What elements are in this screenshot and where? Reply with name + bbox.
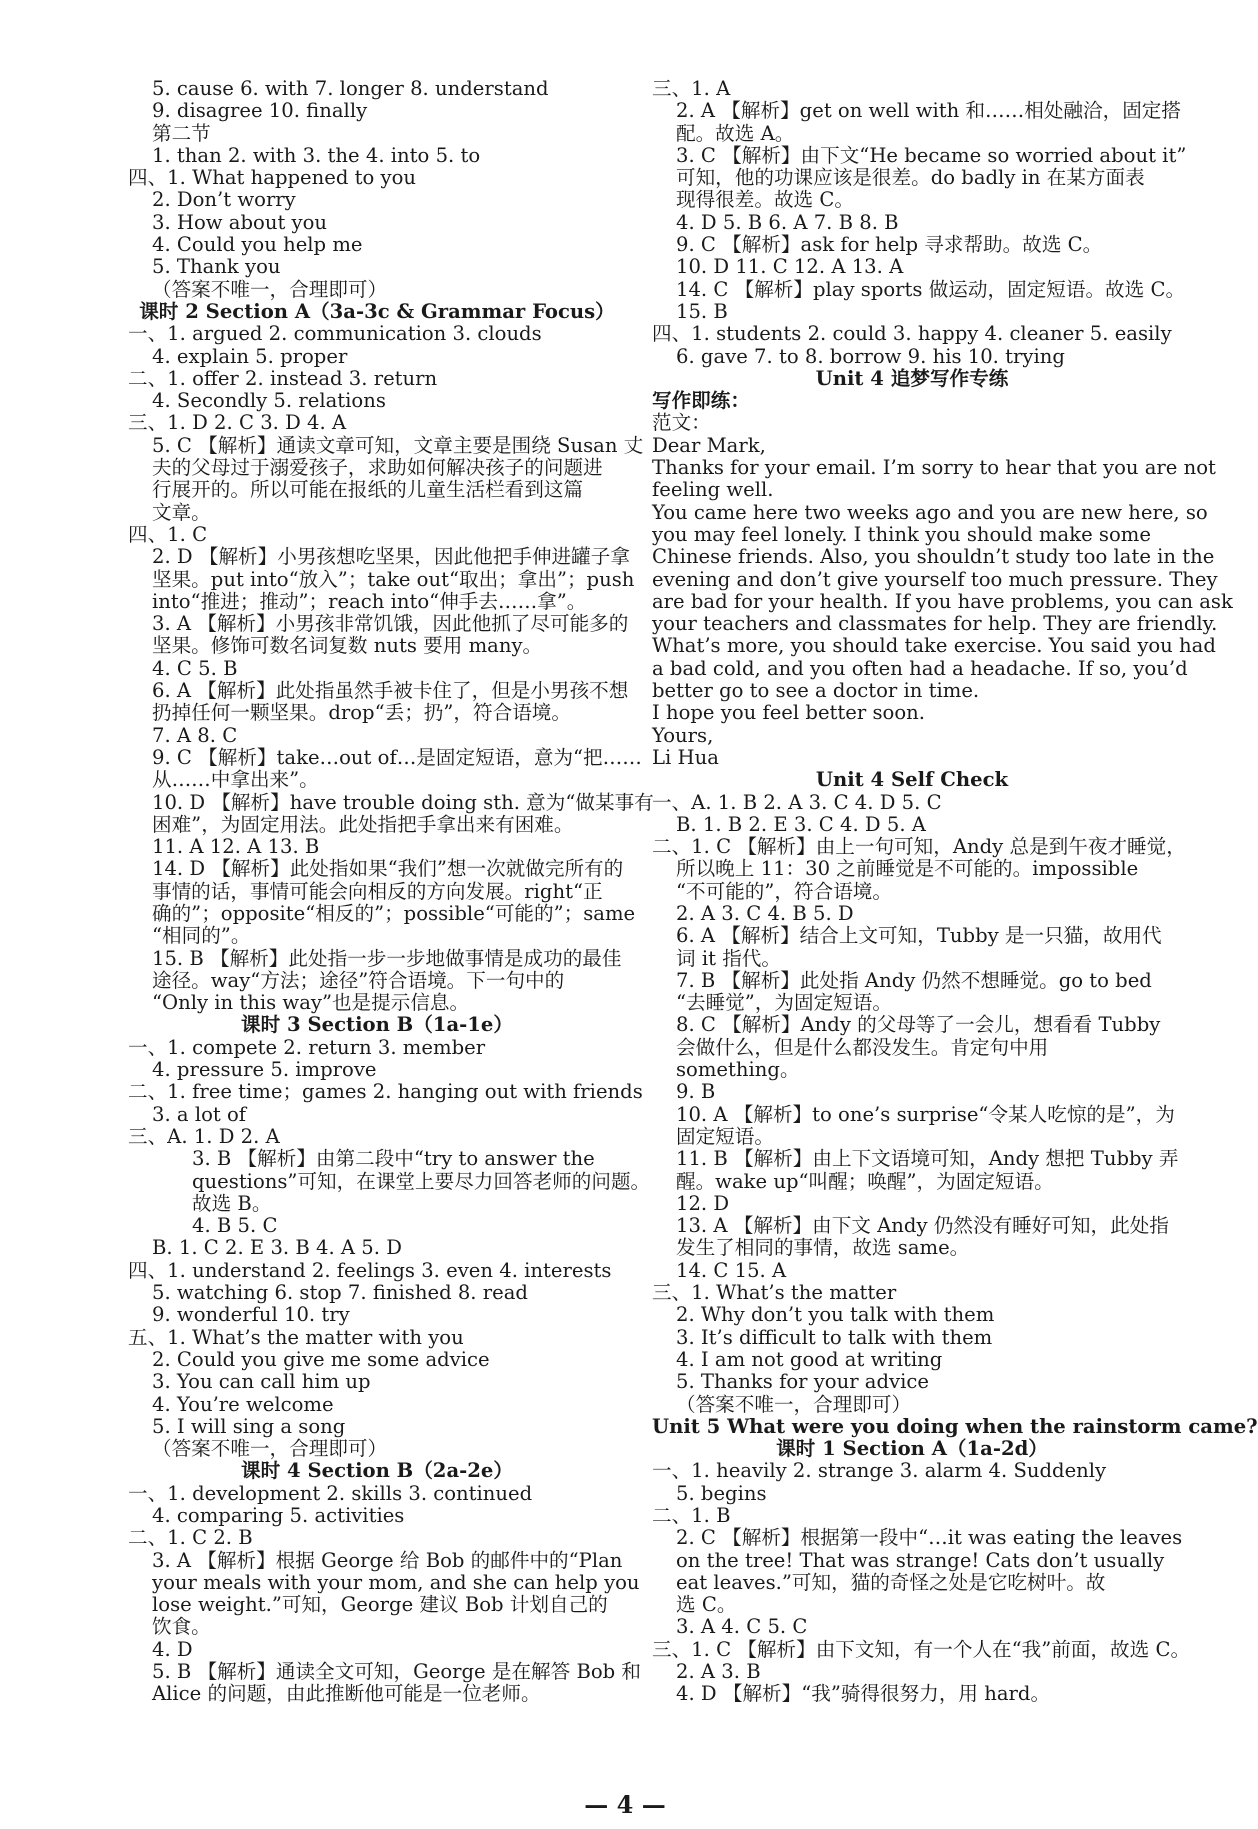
- left-column-line: （答案不唯一，合理即可）: [152, 277, 388, 301]
- right-column-line: Dear Mark,: [652, 433, 766, 457]
- right-column-line: 所以晚上 11：30 之前睡觉是不可能的。impossible: [676, 857, 1139, 881]
- right-column-line: 课时 1 Section A（1a-2d）: [776, 1437, 1048, 1461]
- right-column-line: 4. D 5. B 6. A 7. B 8. B: [676, 210, 899, 234]
- left-column-line: 5. watching 6. stop 7. finished 8. read: [152, 1281, 528, 1305]
- left-column-line: 饮食。: [152, 1615, 211, 1639]
- left-column-line: 五、1. What’s the matter with you: [128, 1325, 464, 1349]
- right-column-line: 5. Thanks for your advice: [676, 1370, 929, 1394]
- left-column-line: 5. B 【解析】通读全文可知，George 是在解答 Bob 和: [152, 1660, 642, 1684]
- right-column-line: 5. begins: [676, 1481, 767, 1505]
- left-column-line: 4. You’re welcome: [152, 1392, 334, 1416]
- right-column-line: better go to see a doctor in time.: [652, 679, 980, 703]
- right-column-line: 一、1. heavily 2. strange 3. alarm 4. Suddenly: [652, 1459, 1107, 1483]
- left-column-line: 4. Secondly 5. relations: [152, 389, 386, 413]
- right-column-line: 8. C 【解析】Andy 的父母等了一会儿，想看看 Tubby: [676, 1013, 1161, 1037]
- right-column-line: 一、A. 1. B 2. A 3. C 4. D 5. C: [652, 790, 942, 814]
- right-column-line: 9. C 【解析】ask for help 寻求帮助。故选 C。: [676, 233, 1103, 257]
- left-column-line: 14. D 【解析】此处指如果“我们”想一次就做完所有的: [152, 857, 624, 881]
- left-column-line: 二、1. free time；games 2. hanging out with friends: [128, 1080, 643, 1104]
- right-column: [652, 77, 1258, 1706]
- left-column-line: （答案不唯一，合理即可）: [152, 1437, 388, 1461]
- right-column-line: a bad cold, and you often had a headache. If so, you’d: [652, 656, 1188, 680]
- left-column-line: 三、A. 1. D 2. A: [128, 1124, 280, 1148]
- left-column-line: your meals with your mom, and she can help you: [152, 1570, 640, 1594]
- left-column-line: 困难”，为固定用法。此处指把手拿出来有困难。: [152, 812, 574, 836]
- left-column-line: 课时 2 Section A（3a-3c & Grammar Focus）: [139, 299, 615, 323]
- left-column-line: 四、1. C: [128, 522, 208, 546]
- left-column-line: Alice 的问题，由此推断他可能是一位老师。: [152, 1682, 541, 1706]
- left-column-line: 5. cause 6. with 7. longer 8. understand: [152, 77, 549, 100]
- right-column-line: “去睡觉”，为固定短语。: [676, 991, 892, 1015]
- left-column-line: 二、1. C 2. B: [128, 1526, 253, 1550]
- right-column-line: 12. D: [676, 1191, 730, 1215]
- left-column-line: 第二节: [152, 121, 211, 145]
- right-column-line: 2. A 3. C 4. B 5. D: [676, 901, 854, 925]
- right-column-line: Unit 4 Self Check: [815, 768, 1009, 792]
- right-column-line: 配。故选 A。: [676, 121, 795, 145]
- left-column-line: 9. wonderful 10. try: [152, 1303, 350, 1327]
- left-column-line: 2. Don’t worry: [152, 188, 296, 212]
- right-column-line: 三、1. What’s the matter: [652, 1281, 897, 1305]
- left-column-line: 课时 4 Section B（2a-2e）: [241, 1459, 513, 1483]
- right-column-line: Thanks for your email. I’m sorry to hear that you are not: [652, 456, 1216, 480]
- right-column-line: evening and don’t give yourself too much pressure. They: [652, 567, 1218, 591]
- right-column-line: 2. C 【解析】根据第一段中“…it was eating the leaves: [676, 1526, 1183, 1550]
- left-column-line: 故选 B。: [192, 1191, 272, 1215]
- left-column-line: 3. A 【解析】根据 George 给 Bob 的邮件中的“Plan: [152, 1548, 623, 1572]
- right-column-line: 二、1. C 【解析】由上一句可知，Andy 总是到午夜才睡觉，: [652, 835, 1186, 859]
- right-column-line: 10. A 【解析】to one’s surprise“令某人吃惊的是”，为: [676, 1102, 1175, 1126]
- left-column-line: 从……中拿出来”。: [152, 768, 319, 792]
- left-column-line: 6. A 【解析】此处指虽然手被卡住了，但是小男孩不想: [152, 679, 629, 703]
- left-column-line: 5. C 【解析】通读文章可知，文章主要是围绕 Susan 丈: [152, 433, 644, 457]
- right-column-line: 2. Why don’t you talk with them: [676, 1303, 995, 1327]
- right-column-line: your teachers and classmates for help. They are friendly.: [652, 612, 1218, 636]
- right-column-line: 三、1. C 【解析】由下文知，有一个人在“我”前面，故选 C。: [652, 1637, 1191, 1661]
- right-column-line: 会做什么，但是什么都没发生。肯定句中用: [676, 1035, 1049, 1059]
- left-column-line: 确的”；opposite“相反的”；possible“可能的”；same: [152, 901, 636, 925]
- right-column-line: （答案不唯一，合理即可）: [676, 1392, 912, 1416]
- left-column-line: 11. A 12. A 13. B: [152, 835, 320, 859]
- left-column-line: 四、1. understand 2. feelings 3. even 4. interests: [128, 1258, 612, 1282]
- right-column-line: on the tree! That was strange! Cats don’t usually: [676, 1548, 1165, 1572]
- right-column-line: B. 1. B 2. E 3. C 4. D 5. A: [676, 812, 926, 836]
- right-column-line: 二、1. B: [652, 1504, 731, 1527]
- left-column-line: 坚果。put into“放入”；take out“取出；拿出”；push: [152, 567, 635, 591]
- left-column-line: 4. B 5. C: [192, 1214, 278, 1238]
- left-column-line: 一、1. development 2. skills 3. continued: [128, 1481, 533, 1505]
- left-column-line: 4. C 5. B: [152, 656, 238, 680]
- left-column-line: 4. D: [152, 1637, 193, 1661]
- left-column-line: 15. B 【解析】此处指一步一步地做事情是成功的最佳: [152, 946, 622, 970]
- right-column-line: 11. B 【解析】由上下文语境可知，Andy 想把 Tubby 弄: [676, 1147, 1179, 1171]
- right-column-line: “不可能的”，符合语境。: [676, 879, 892, 903]
- right-column-line: 现得很差。故选 C。: [676, 188, 854, 212]
- right-column-line: eat leaves.”可知，猫的奇怪之处是它吃树叶。故: [676, 1570, 1106, 1594]
- left-column-line: 3. B 【解析】由第二段中“try to answer the: [192, 1147, 595, 1171]
- left-column-line: 事情的话，事情可能会向相反的方向发展。right“正: [152, 879, 603, 903]
- right-column-line: 4. I am not good at writing: [676, 1347, 943, 1371]
- left-column-line: 文章。: [152, 500, 211, 524]
- left-column-line: 夫的父母过于溺爱孩子，求助如何解决孩子的问题进: [152, 456, 603, 480]
- right-column-line: I hope you feel better soon.: [652, 701, 925, 725]
- right-column-line: 10. D 11. C 12. A 13. A: [676, 255, 904, 279]
- right-column-line: Unit 4 追梦写作专练: [815, 366, 1009, 390]
- left-column-line: 3. How about you: [152, 210, 328, 234]
- left-column-line: into“推进；推动”；reach into“伸手去……拿”。: [152, 589, 587, 613]
- right-column-line: 3. It’s difficult to talk with them: [676, 1325, 993, 1349]
- right-column-line: you may feel lonely. I think you should make some: [652, 522, 1151, 546]
- left-column-line: 7. A 8. C: [152, 723, 238, 747]
- right-column-line: feeling well.: [652, 478, 774, 502]
- left-column-line: 二、1. offer 2. instead 3. return: [128, 366, 438, 390]
- left-column-line: 4. Could you help me: [152, 233, 363, 257]
- left-column-line: “Only in this way”也是提示信息。: [152, 991, 470, 1015]
- left-column-line: 坚果。修饰可数名词复数 nuts 要用 many。: [152, 634, 543, 658]
- left-column-line: B. 1. C 2. E 3. B 4. A 5. D: [152, 1236, 402, 1260]
- right-column-line: 发生了相同的事情，故选 same。: [676, 1236, 970, 1260]
- right-column-line: 范文：: [652, 411, 711, 435]
- left-column-line: 2. Could you give me some advice: [152, 1347, 490, 1371]
- left-column-line: 途径。way“方法；途径”符合语境。下一句中的: [152, 968, 565, 992]
- right-column-line: are bad for your health. If you have problems, you can ask: [652, 589, 1233, 613]
- right-column-line: 14. C 15. A: [676, 1258, 787, 1282]
- left-column-line: 3. a lot of: [152, 1102, 247, 1126]
- left-column-line: 四、1. What happened to you: [128, 166, 417, 190]
- right-column-line: 4. D 【解析】“我”骑得很努力，用 hard。: [676, 1682, 1051, 1706]
- right-column-line: 写作即练：: [652, 389, 750, 413]
- right-column-line: something。: [676, 1058, 800, 1082]
- right-column-line: Li Hua: [652, 745, 719, 769]
- left-column-line: 5. Thank you: [152, 255, 281, 279]
- right-column-line: 可知，他的功课应该是很差。do badly in 在某方面表: [676, 166, 1145, 190]
- right-column-line: 7. B 【解析】此处指 Andy 仍然不想睡觉。go to bed: [676, 968, 1152, 992]
- left-column-line: 4. pressure 5. improve: [152, 1058, 377, 1082]
- right-column-line: 9. B: [676, 1080, 716, 1104]
- page-number: — 4 —: [584, 1790, 666, 1819]
- right-column-line: 14. C 【解析】play sports 做运动，固定短语。故选 C。: [676, 277, 1186, 301]
- right-column-line: What’s more, you should take exercise. You said you had: [652, 634, 1216, 658]
- left-column-line: questions”可知，在课堂上要尽力回答老师的问题。: [192, 1169, 651, 1193]
- left-column-line: 3. You can call him up: [152, 1370, 371, 1394]
- right-column-line: 3. A 4. C 5. C: [676, 1615, 808, 1639]
- right-column-line: You came here two weeks ago and you are new here, so: [652, 500, 1208, 524]
- right-column-line: 13. A 【解析】由下文 Andy 仍然没有睡好可知，此处指: [676, 1214, 1169, 1238]
- left-column-line: 1. than 2. with 3. the 4. into 5. to: [152, 143, 481, 167]
- left-column-line: 2. D 【解析】小男孩想吃坚果，因此他把手伸进罐子拿: [152, 545, 630, 569]
- left-column: [128, 77, 654, 1706]
- left-column-line: 5. I will sing a song: [152, 1414, 346, 1438]
- right-column-line: 词 it 指代。: [676, 946, 781, 970]
- left-column-line: 9. disagree 10. finally: [152, 99, 368, 123]
- left-column-line: 一、1. argued 2. communication 3. clouds: [128, 322, 542, 346]
- left-column-line: “相同的”。: [152, 924, 251, 948]
- right-column-line: 15. B: [676, 299, 728, 323]
- left-column-line: 三、1. D 2. C 3. D 4. A: [128, 411, 347, 435]
- left-column-line: 扔掉任何一颗坚果。drop“丢；扔”，符合语境。: [152, 701, 571, 725]
- left-column-line: 4. explain 5. proper: [152, 344, 348, 368]
- right-column-line: 醒。wake up“叫醒；唤醒”，为固定短语。: [676, 1169, 1054, 1193]
- left-column-line: 10. D 【解析】have trouble doing sth. 意为“做某事有: [152, 790, 654, 814]
- left-column-line: 9. C 【解析】take…out of…是固定短语，意为“把……: [152, 745, 642, 769]
- right-column-line: 四、1. students 2. could 3. happy 4. cleaner 5. easily: [652, 322, 1172, 346]
- right-column-line: 6. A 【解析】结合上文可知，Tubby 是一只猫，故用代: [676, 924, 1162, 948]
- right-column-line: 三、1. A: [652, 77, 731, 100]
- right-column-line: Yours,: [652, 723, 714, 747]
- left-column-line: 4. comparing 5. activities: [152, 1504, 405, 1527]
- left-column-line: 行展开的。所以可能在报纸的儿童生活栏看到这篇: [152, 478, 584, 502]
- right-column-line: 2. A 3. B: [676, 1660, 761, 1684]
- right-column-line: 固定短语。: [676, 1124, 774, 1148]
- right-column-line: Unit 5 What were you doing when the rainstorm came?: [652, 1414, 1258, 1438]
- right-column-line: 选 C。: [676, 1593, 737, 1617]
- right-column-line: 6. gave 7. to 8. borrow 9. his 10. trying: [676, 344, 1065, 368]
- left-column-line: 一、1. compete 2. return 3. member: [128, 1035, 486, 1059]
- right-column-line: 2. A 【解析】get on well with 和……相处融洽，固定搭: [676, 99, 1181, 123]
- left-column-line: lose weight.”可知，George 建议 Bob 计划自己的: [152, 1593, 608, 1617]
- right-column-line: Chinese friends. Also, you shouldn’t study too late in the: [652, 545, 1215, 569]
- left-column-line: 课时 3 Section B（1a-1e）: [241, 1013, 513, 1037]
- right-column-line: 3. C 【解析】由下文“He became so worried about it”: [676, 143, 1187, 167]
- left-column-line: 3. A 【解析】小男孩非常饥饿，因此他抓了尽可能多的: [152, 612, 629, 636]
